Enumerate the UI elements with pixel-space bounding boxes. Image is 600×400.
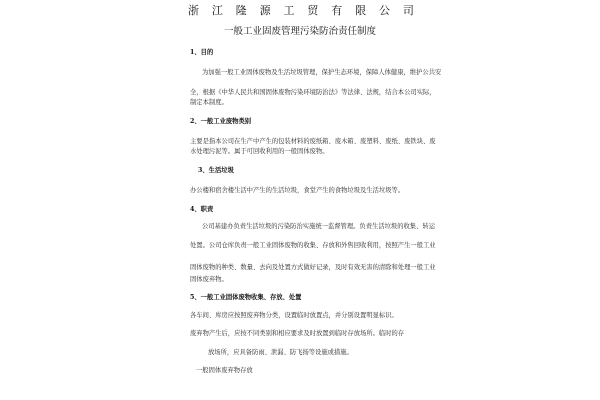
company-char: 贸 <box>307 4 319 17</box>
section-1-line: 全，根据《中华人民共和国固体废物污染环境防治法》等法律、法规，结合本公司实际， <box>190 89 436 96</box>
section-4-line: 固体废弃物。 <box>190 276 228 283</box>
section-1-heading: 1、目的 <box>190 49 214 56</box>
section-1-line: 制定本制度。 <box>190 99 228 106</box>
company-char: 限 <box>355 4 367 17</box>
section-4-line: 公司基建办负责生活垃圾的污染防治实施统一监督管理。负责生活垃圾的收集、转运 <box>202 223 435 230</box>
section-2-line: 水处理污泥等。属于可回收利用的一般固体废物。 <box>190 148 329 155</box>
company-char: 浙 <box>188 4 199 17</box>
section-2-line: 主要是指本公司在生产中产生的包装材料的废纸箱、废木箱、废塑料、废纸、废铁块、废 <box>190 138 436 145</box>
company-char: 有 <box>331 4 343 17</box>
company-char: 司 <box>402 4 414 17</box>
company-char: 隆 <box>235 4 247 17</box>
section-2-heading: 2、一般工业废物类别 <box>190 118 252 125</box>
section-5-line: 各车间、库房应按照废弃物分类，设置临时放置点，并分别设置明显标识。 <box>190 312 398 319</box>
company-char: 江 <box>211 4 223 17</box>
section-5-line: 废弃物产生后，应按不同类别和相应要求及时放置到临时存放场所。临时的存 <box>190 330 405 337</box>
section-4-line: 处置。公司仓库负责一般工业固体废物的收集、存放和外售回收利用，按照产生一般工业 <box>190 242 436 249</box>
section-5-line: 放场所，应具备防雨、泄漏、防飞扬等设施或措施。 <box>208 349 353 356</box>
section-3-line: 办公楼和宿舍楼生活中产生的生活垃圾，食堂产生的食物垃圾及生活垃圾等。 <box>190 187 405 194</box>
company-char: 源 <box>259 4 271 17</box>
company-char: 工 <box>283 4 295 17</box>
section-5-line: 一般固体废弃物存放 <box>196 367 253 374</box>
section-4-heading: 4、职责 <box>190 206 214 213</box>
document-title: 一般工业固废管理污染防治责任制度 <box>223 26 376 37</box>
section-5-heading: 5、一般工业固体废物收集、存放、处置 <box>190 294 302 301</box>
company-char: 公 <box>379 4 390 17</box>
company-name <box>188 3 414 19</box>
section-3-heading: 3、生活垃圾 <box>198 167 234 174</box>
section-1-line: 为加强一般工业固体废物及生活垃圾管理，保护生态环境，保障人体健康，维护公共安 <box>202 69 442 76</box>
section-4-line: 固体废物的种类、数量、去向及处置方式做好记录，及时有效无害的清除和处理一般工业 <box>190 264 436 271</box>
